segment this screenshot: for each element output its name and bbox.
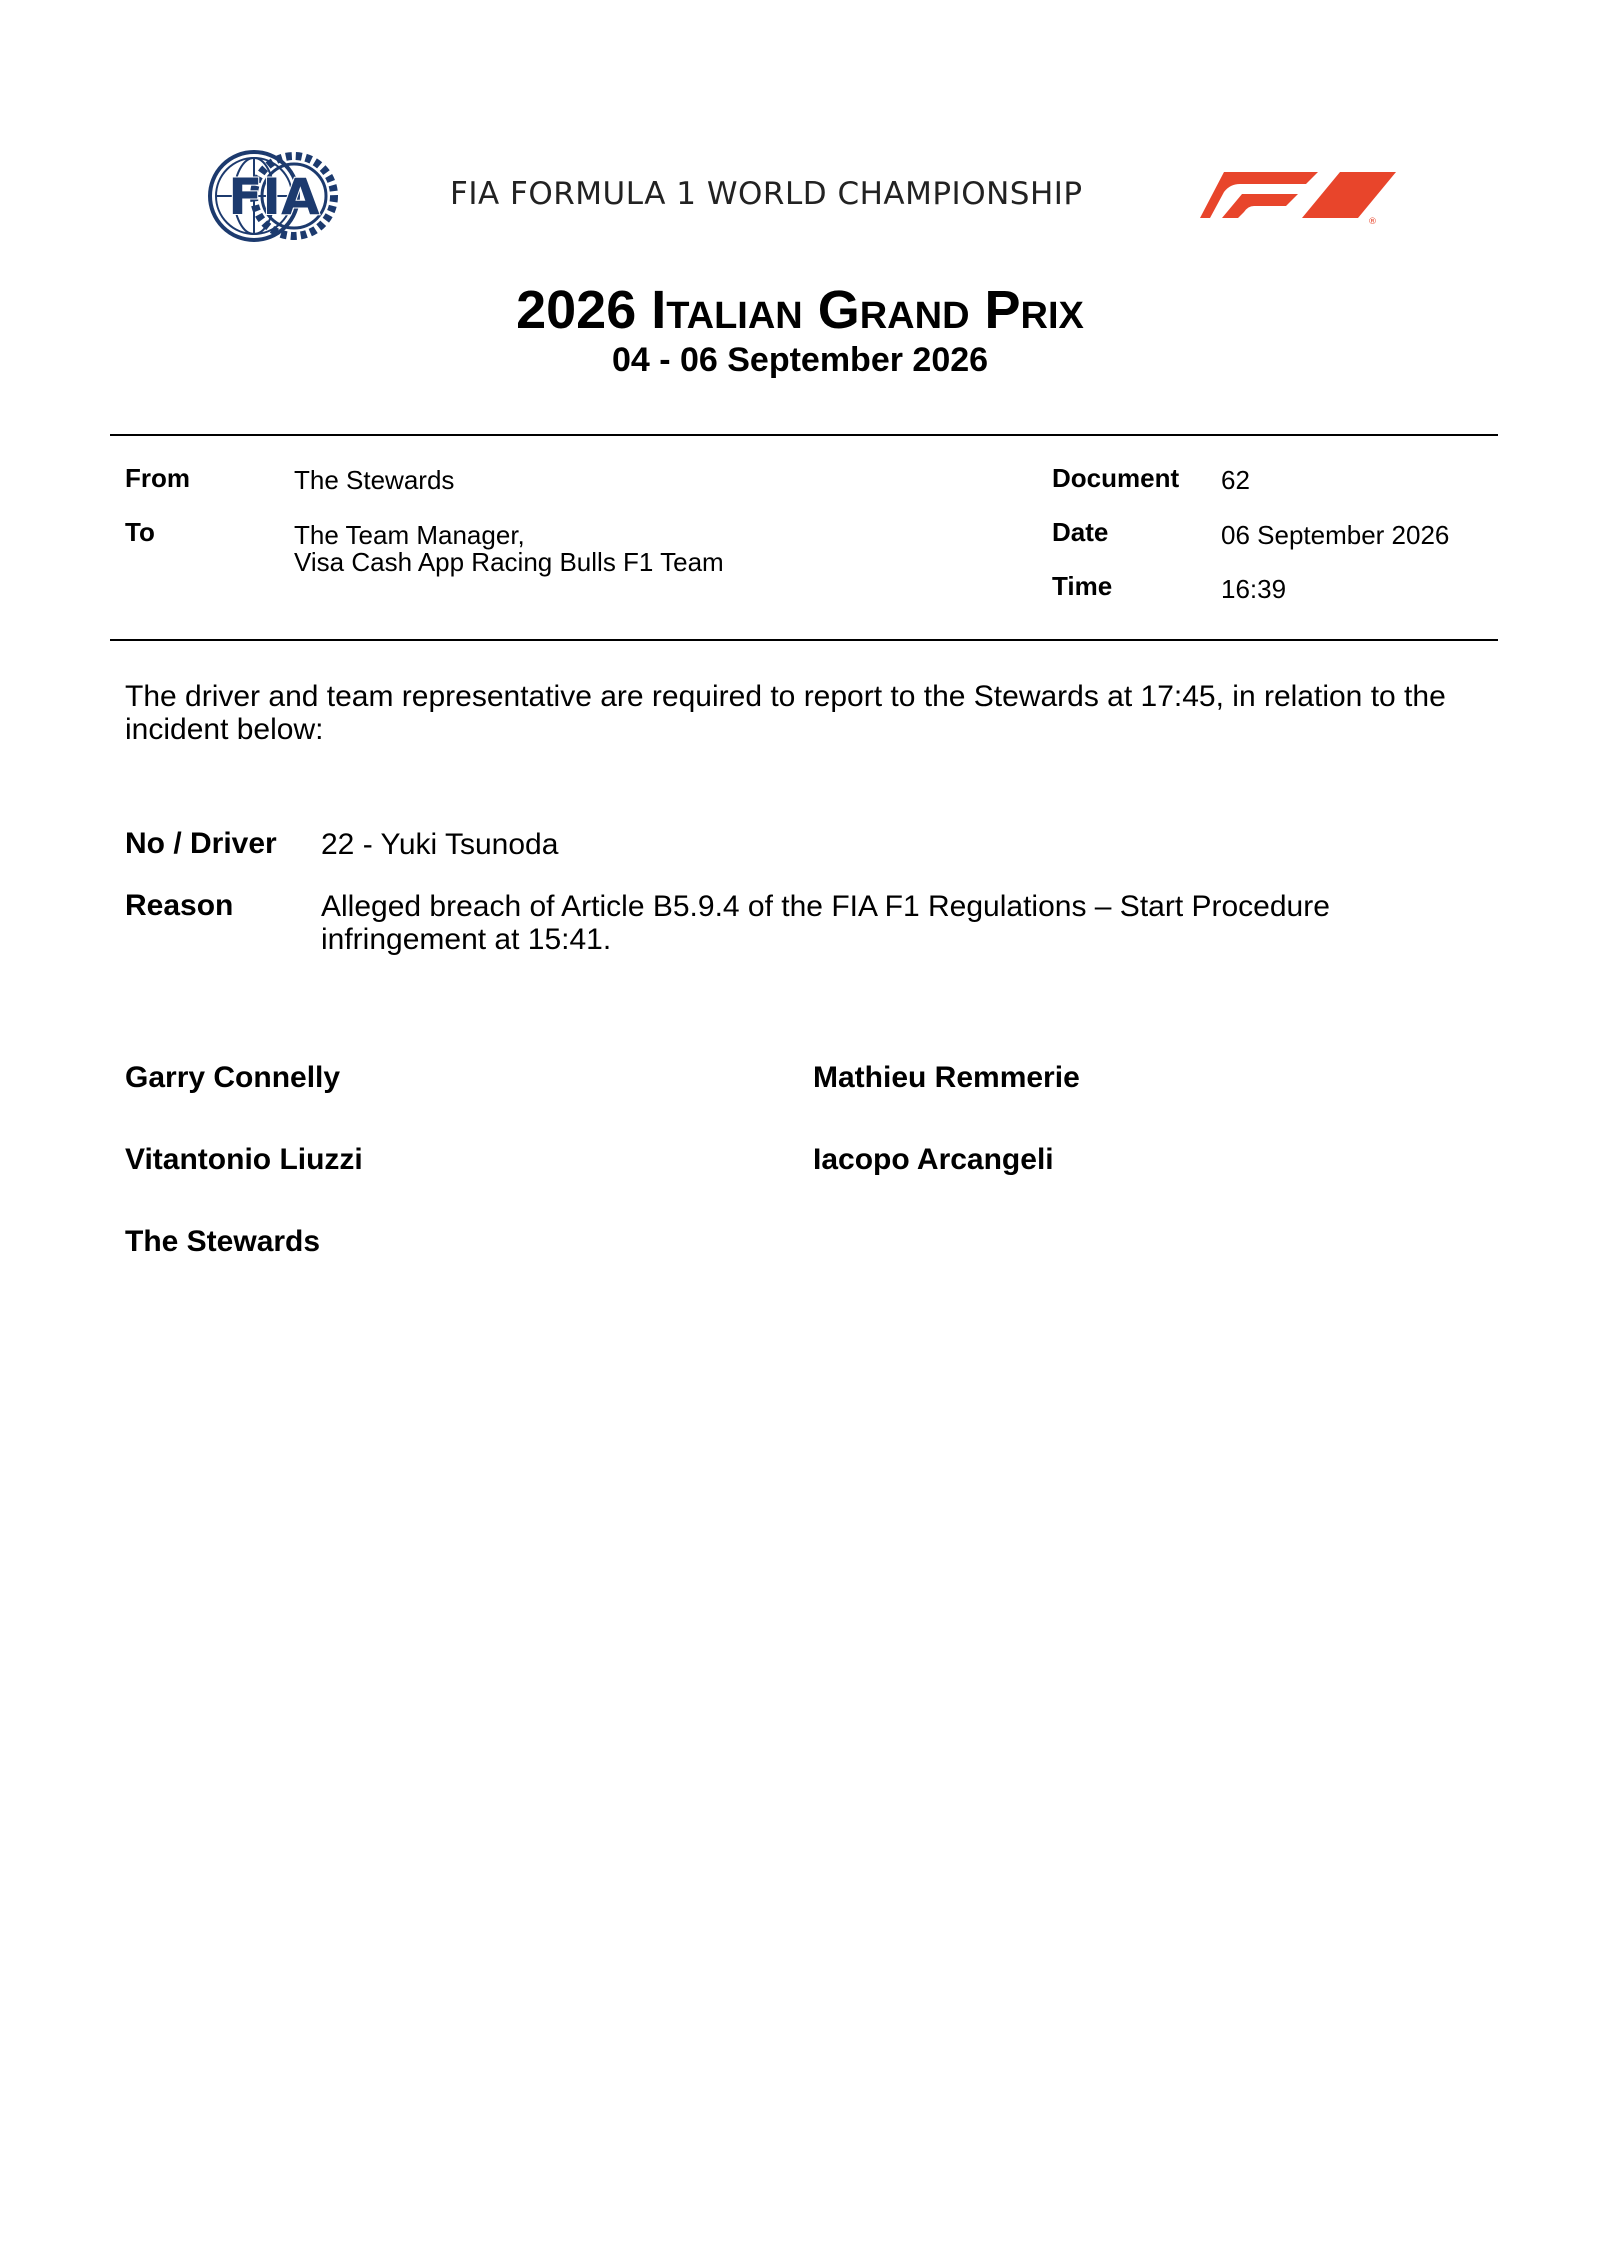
- to-label: To: [125, 517, 155, 547]
- steward-name: Mathieu Remmerie: [813, 1061, 1080, 1094]
- divider-bottom: [110, 639, 1498, 641]
- time-label: Time: [1052, 571, 1113, 601]
- summary-paragraph: The driver and team representative are required to report to the Stewards at 17:45, in relation to the incident below:: [125, 680, 1446, 746]
- document-label: Document: [1052, 463, 1180, 493]
- steward-name: Iacopo Arcangeli: [813, 1143, 1054, 1176]
- f1-logo: [1200, 166, 1400, 226]
- grand-prix-title: 2026 Italian Grand Prix: [516, 280, 1084, 340]
- from-label: From: [125, 463, 190, 493]
- svg-text:®: ®: [1368, 217, 1377, 226]
- time-value: 16:39: [1221, 574, 1287, 604]
- date-label: Date: [1052, 517, 1109, 547]
- divider-top: [110, 434, 1498, 436]
- date-value: 06 September 2026: [1221, 520, 1450, 550]
- reason-value-line1: Alleged breach of Article B5.9.4 of the FIA F1 Regulations – Start Procedure: [321, 890, 1330, 923]
- signoff: The Stewards: [125, 1225, 321, 1258]
- steward-name: Garry Connelly: [125, 1061, 341, 1094]
- event-dates: 04 - 06 September 2026: [611, 341, 989, 379]
- reason-value-line2: infringement at 15:41.: [321, 923, 612, 956]
- championship-title: FIA FORMULA 1 WORLD CHAMPIONSHIP: [450, 176, 1083, 212]
- to-value-line2: Visa Cash App Racing Bulls F1 Team: [294, 547, 724, 577]
- reason-label: Reason: [125, 889, 234, 922]
- driver-value: 22 - Yuki Tsunoda: [321, 828, 559, 861]
- fia-logo: [206, 148, 342, 244]
- to-value-line1: The Team Manager,: [294, 520, 525, 550]
- steward-name: Vitantonio Liuzzi: [125, 1143, 363, 1176]
- fia-logo-lettering: FIA: [228, 168, 320, 226]
- driver-label: No / Driver: [125, 827, 277, 860]
- document-number: 62: [1221, 465, 1250, 495]
- from-value: The Stewards: [294, 465, 455, 495]
